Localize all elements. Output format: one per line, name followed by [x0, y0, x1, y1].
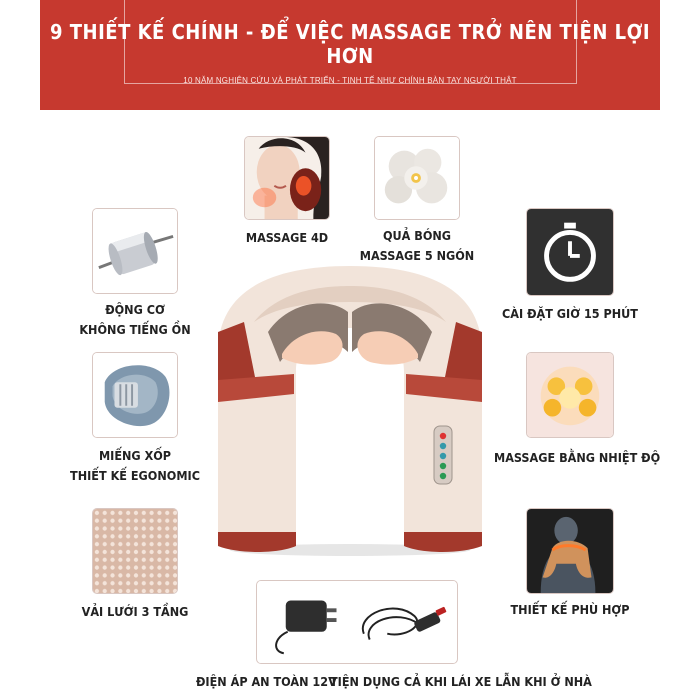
timer-image: [526, 208, 614, 296]
sponge-label-line2: THIẾT KẾ EGONOMIC: [70, 468, 200, 483]
mesh-image: [92, 508, 178, 594]
car-label: TIỆN DỤNG CẢ KHI LÁI XE LẪN KHI Ở NHÀ: [330, 674, 592, 689]
banner-title: 9 THIẾT KẾ CHÍNH - ĐỂ VIỆC MASSAGE TRỞ NÊN TIỆN LỢI HƠN: [49, 20, 651, 68]
body-fit-icon: [527, 509, 613, 593]
neck-massage-photo-icon: [245, 137, 329, 219]
motor-image: [92, 208, 178, 294]
foam-pad-icon: [93, 353, 177, 437]
timer-label: CÀI ĐẶT GIỜ 15 PHÚT: [502, 306, 638, 321]
mesh-label: VẢI LƯỚI 3 TẦNG: [81, 604, 189, 619]
massager-illustration: [198, 262, 502, 562]
heat-label: MASSAGE BẰNG NHIỆT ĐỘ: [494, 450, 661, 465]
mesh-fabric-icon: [93, 509, 177, 593]
voltage-label: ĐIỆN ÁP AN TOÀN 12V: [196, 674, 337, 689]
accessories-image: [256, 580, 458, 664]
motor-icon: [93, 209, 177, 293]
neck-massager-product: [198, 262, 502, 562]
stopwatch-icon: [527, 209, 613, 295]
header-banner: [40, 0, 660, 110]
sponge-image: [92, 352, 178, 438]
massage-ball-label-line2: MASSAGE 5 NGÓN: [359, 248, 475, 263]
massage-ball-label-line1: QUẢ BÓNG: [382, 228, 452, 243]
power-adapter-icon: [257, 581, 457, 663]
massage-balls-icon: [375, 137, 459, 219]
fit-image: [526, 508, 614, 594]
motor-label-line1: ĐỘNG CƠ: [105, 302, 165, 317]
massage-4d-label: MASSAGE 4D: [245, 230, 329, 245]
heat-image: [526, 352, 614, 438]
heat-glow-icon: [527, 353, 613, 437]
sponge-label-line1: MIẾNG XỐP: [98, 448, 172, 463]
massage-4d-image: [244, 136, 330, 220]
banner-subtitle: 10 NĂM NGHIÊN CỨU VÀ PHÁT TRIỂN - TINH TẾ NHƯ CHÍNH BÀN TAY NGƯỜI THẬT: [183, 76, 517, 85]
massage-ball-image: [374, 136, 460, 220]
fit-label: THIẾT KẾ PHÙ HỢP: [510, 602, 630, 617]
motor-label-line2: KHÔNG TIẾNG ỒN: [79, 322, 191, 337]
